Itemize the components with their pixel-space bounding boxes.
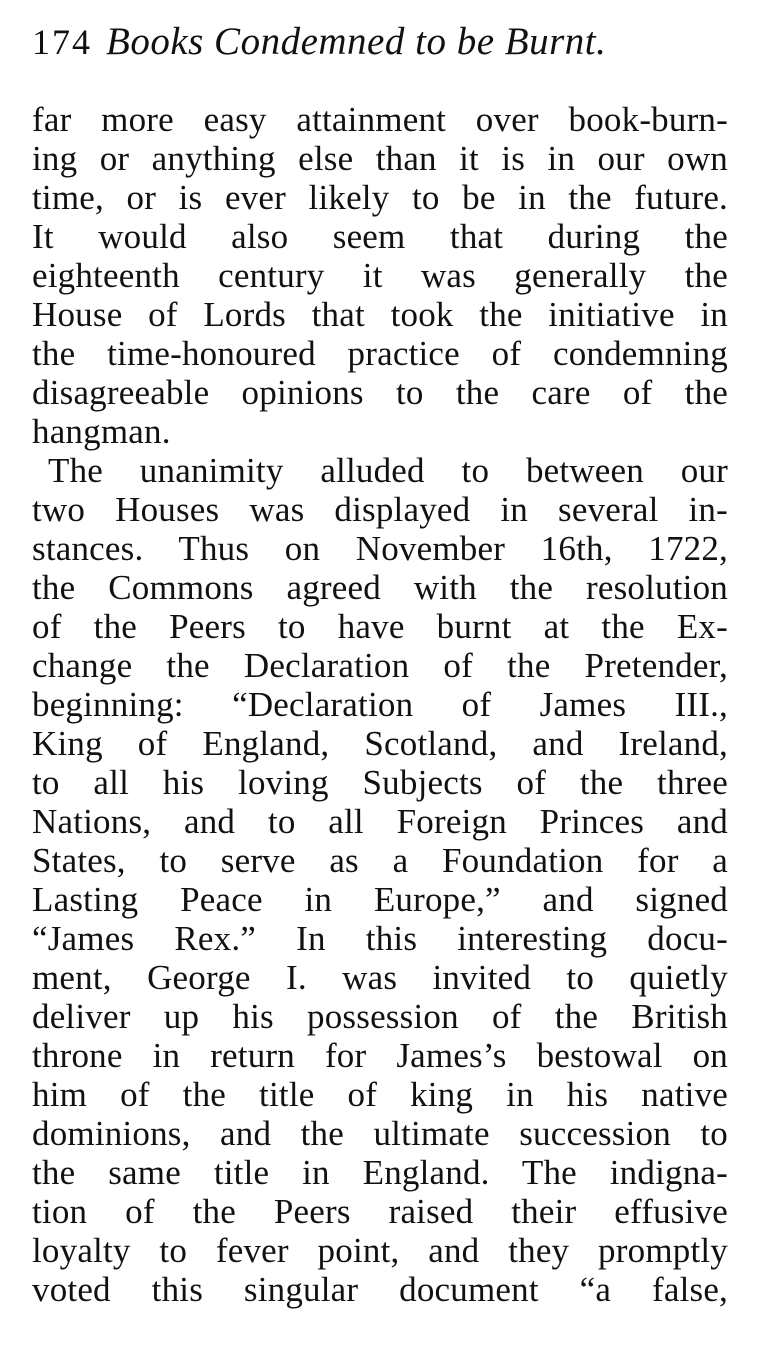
- text-line: Lasting Peace in Europe,” and signed: [32, 880, 728, 919]
- text-line: hangman.: [32, 412, 171, 451]
- text-line: eighteenth century it was generally the: [32, 256, 728, 295]
- text-line: It would also seem that during the: [32, 217, 728, 256]
- text-line: States, to serve as a Foundation for a: [32, 841, 728, 880]
- text-line: tion of the Peers raised their effusive: [32, 1192, 728, 1231]
- text-line: dominions, and the ultimate succession to: [32, 1114, 728, 1153]
- text-line: stances. Thus on November 16th, 1722,: [32, 529, 728, 568]
- text-line: voted this singular document “a false,: [32, 1270, 728, 1309]
- running-head: [32, 14, 606, 70]
- text-line: the time-honoured practice of condemning: [32, 334, 728, 373]
- text-line: far more easy attainment over book-burn-: [32, 100, 728, 139]
- text-line: of the Peers to have burnt at the Ex-: [32, 607, 728, 646]
- text-line: beginning: “Declaration of James III.,: [32, 685, 728, 724]
- text-line: King of England, Scotland, and Ireland,: [32, 724, 728, 763]
- text-line: The unanimity alluded to between our: [48, 451, 728, 490]
- text-line: the Commons agreed with the resolution: [32, 568, 728, 607]
- text-line: “James Rex.” In this interesting docu-: [32, 919, 728, 958]
- text-line: ment, George I. was invited to quietly: [32, 958, 728, 997]
- text-line: House of Lords that took the initiative in: [32, 295, 728, 334]
- text-line: loyalty to fever point, and they promptly: [32, 1231, 728, 1270]
- text-line: deliver up his possession of the British: [32, 997, 728, 1036]
- running-title: Books Condemned to be Burnt.: [106, 20, 607, 63]
- text-line: the same title in England. The indigna-: [32, 1153, 728, 1192]
- page-number: 174: [32, 22, 92, 62]
- text-line: disagreeable opinions to the care of the: [32, 373, 728, 412]
- body-text: [32, 100, 728, 1309]
- text-line: ing or anything else than it is in our own: [32, 139, 728, 178]
- text-line: two Houses was displayed in several in-: [32, 490, 728, 529]
- text-line: time, or is ever likely to be in the future.: [32, 178, 728, 217]
- text-line: him of the title of king in his native: [32, 1075, 728, 1114]
- text-line: change the Declaration of the Pretender,: [32, 646, 728, 685]
- text-line: to all his loving Subjects of the three: [32, 763, 728, 802]
- text-line: Nations, and to all Foreign Princes and: [32, 802, 728, 841]
- text-line: throne in return for James’s bestowal on: [32, 1036, 728, 1075]
